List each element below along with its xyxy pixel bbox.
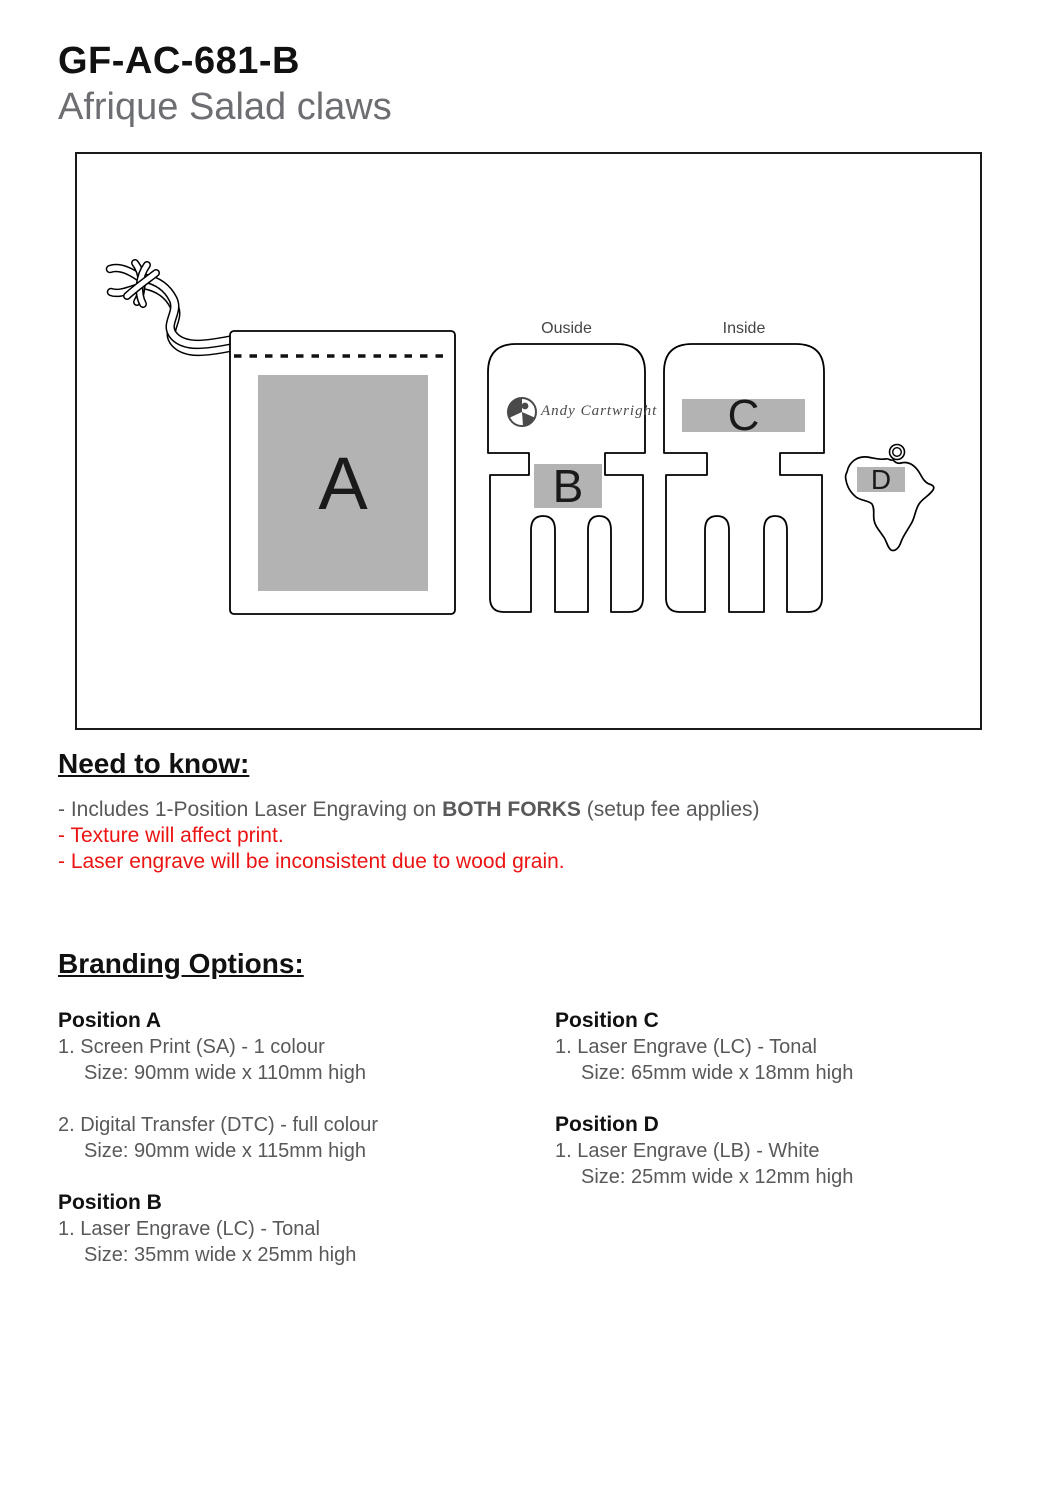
spacer — [58, 1164, 528, 1190]
need-to-know-item-2: - Texture will affect print. — [58, 824, 284, 847]
position-c-option-1-label: 1. Laser Engrave (LC) - Tonal — [555, 1036, 817, 1058]
spacer — [58, 1086, 528, 1112]
product-name: Afrique Salad claws — [58, 86, 392, 128]
branding-options-heading: Branding Options: — [58, 948, 304, 979]
branding-zone-c: C — [682, 399, 805, 432]
diagram-frame — [75, 152, 982, 730]
diagram-artwork — [77, 154, 980, 728]
position-c-heading: Position C — [555, 1009, 659, 1032]
need-to-know-list — [58, 797, 760, 875]
branding-options-column-left — [58, 1008, 528, 1268]
branding-zone-a: A — [258, 375, 428, 591]
fork-inside-outline — [664, 344, 824, 612]
need-to-know-item-3: - Laser engrave will be inconsistent due to wood grain. — [58, 850, 565, 873]
position-a-option-2-size: Size: 90mm wide x 115mm high — [84, 1140, 366, 1162]
position-d-option-1-label: 1. Laser Engrave (LB) - White — [555, 1140, 820, 1162]
brand-logo-icon — [508, 398, 536, 426]
position-a-option-2-label: 2. Digital Transfer (DTC) - full colour — [58, 1114, 379, 1136]
charm-ring-inner — [893, 448, 902, 457]
branding-zone-d: D — [857, 467, 905, 492]
spacer — [555, 1086, 995, 1112]
need-to-know-heading: Need to know: — [58, 748, 250, 779]
position-a-heading: Position A — [58, 1009, 162, 1032]
drawstring-cord — [110, 263, 232, 351]
position-c-option-1-size: Size: 65mm wide x 18mm high — [581, 1062, 854, 1084]
position-a-option-1-label: 1. Screen Print (SA) - 1 colour — [58, 1036, 325, 1058]
brand-logo-text: Andy Cartwright — [541, 403, 658, 419]
branding-zone-b: B — [534, 464, 602, 508]
position-d-option-1-size: Size: 25mm wide x 12mm high — [581, 1166, 854, 1188]
fork-inside-label: Inside — [722, 320, 766, 337]
product-code: GF-AC-681-B — [58, 40, 300, 82]
position-b-heading: Position B — [58, 1191, 162, 1214]
position-b-option-1-size: Size: 35mm wide x 25mm high — [84, 1244, 357, 1266]
branding-options-column-right — [555, 1008, 995, 1190]
position-b-option-1-label: 1. Laser Engrave (LC) - Tonal — [58, 1218, 320, 1240]
fork-outside-label: Ouside — [541, 320, 592, 337]
position-a-option-1-size: Size: 90mm wide x 110mm high — [84, 1062, 366, 1084]
need-to-know-item-1: - Includes 1-Position Laser Engraving on BOTH FORKS (setup fee applies) — [58, 798, 760, 821]
position-d-heading: Position D — [555, 1113, 659, 1136]
